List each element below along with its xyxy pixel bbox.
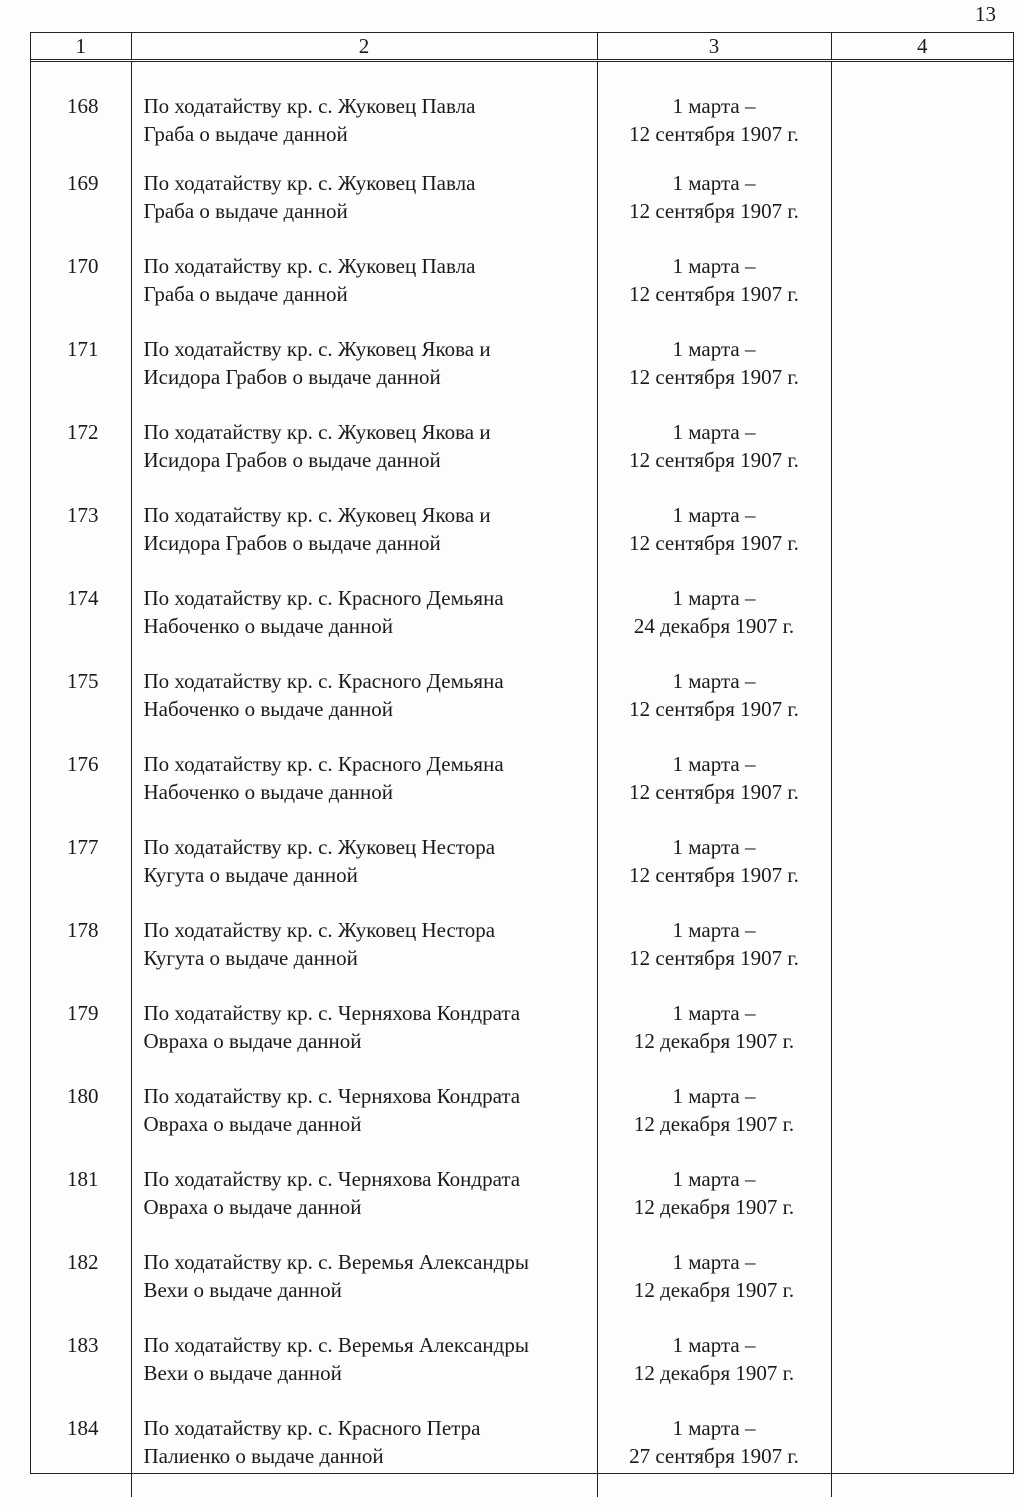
row-date-end: 12 сентября 1907 г. <box>629 945 799 970</box>
row-number-cell <box>31 501 131 584</box>
row-number: 178 <box>67 917 99 942</box>
row-date-end: 12 сентября 1907 г. <box>629 122 799 146</box>
table-row <box>31 1414 1013 1497</box>
row-title-line: Исидора Грабов о выдаче данной <box>143 364 441 389</box>
row-title-line: По ходатайству кр. с. Черняхова Кондрата <box>143 1166 521 1191</box>
row-date-end: 12 сентября 1907 г. <box>629 862 799 887</box>
row-dates-cell <box>597 61 831 169</box>
row-title-line: По ходатайству кр. с. Жуковец Павла <box>143 170 476 195</box>
row-date-start: 1 марта – <box>672 834 756 859</box>
row-number: 181 <box>67 1166 99 1191</box>
row-number: 176 <box>67 751 99 776</box>
row-title-line: По ходатайству кр. с. Веремья Александры <box>143 1332 529 1357</box>
row-note-cell <box>831 916 1013 999</box>
row-date-end: 12 сентября 1907 г. <box>629 696 799 721</box>
row-date-start: 1 марта – <box>672 1332 756 1357</box>
row-note-cell <box>831 584 1013 667</box>
row-number-cell <box>31 667 131 750</box>
row-dates-cell <box>597 1331 831 1414</box>
row-title-line: Кугута о выдаче данной <box>143 862 358 887</box>
row-title-line: Кугута о выдаче данной <box>143 945 358 970</box>
row-date-end: 12 декабря 1907 г. <box>633 1360 795 1385</box>
row-date-end: 27 сентября 1907 г. <box>629 1443 799 1468</box>
row-number-cell <box>31 1082 131 1165</box>
row-title-cell <box>131 1331 597 1414</box>
row-title-line: Набоченко о выдаче данной <box>143 613 393 638</box>
table-row <box>31 1248 1013 1331</box>
row-title-line: Овраха о выдаче данной <box>143 1194 362 1219</box>
row-title-line: По ходатайству кр. с. Жуковец Нестора <box>143 917 496 942</box>
row-title-line: По ходатайству кр. с. Красного Демьяна <box>143 585 504 610</box>
row-date-start: 1 марта – <box>672 253 756 278</box>
row-note-cell <box>831 833 1013 916</box>
row-number-cell <box>31 418 131 501</box>
table-row <box>31 1165 1013 1248</box>
row-date-start: 1 марта – <box>672 668 756 693</box>
row-title-line: По ходатайству кр. с. Черняхова Кондрата <box>143 1083 521 1108</box>
row-number-cell <box>31 1414 131 1497</box>
row-date-start: 1 марта – <box>672 94 756 118</box>
row-note-cell <box>831 501 1013 584</box>
table-row <box>31 833 1013 916</box>
row-number: 179 <box>67 1000 99 1025</box>
row-number-cell <box>31 1331 131 1414</box>
inventory-table <box>30 32 1014 1474</box>
table-row <box>31 1331 1013 1414</box>
row-date-end: 12 сентября 1907 г. <box>629 530 799 555</box>
row-title-line: Овраха о выдаче данной <box>143 1111 362 1136</box>
row-number: 173 <box>67 502 99 527</box>
row-title-line: По ходатайству кр. с. Красного Демьяна <box>143 668 504 693</box>
row-date-start: 1 марта – <box>672 917 756 942</box>
table-row <box>31 750 1013 833</box>
row-date-start: 1 марта – <box>672 502 756 527</box>
row-title-line: По ходатайству кр. с. Жуковец Нестора <box>143 834 496 859</box>
row-title-line: По ходатайству кр. с. Жуковец Якова и <box>143 336 491 361</box>
table-row <box>31 61 1013 169</box>
table-row <box>31 667 1013 750</box>
row-note-cell <box>831 1331 1013 1414</box>
header-col-title: 2 <box>131 33 597 61</box>
row-title-line: По ходатайству кр. с. Жуковец Якова и <box>143 419 491 444</box>
header-row <box>31 33 1013 61</box>
row-number-cell <box>31 252 131 335</box>
row-note-cell <box>831 418 1013 501</box>
row-date-end: 12 декабря 1907 г. <box>633 1028 795 1053</box>
row-number: 177 <box>67 834 99 859</box>
row-dates-cell <box>597 584 831 667</box>
row-number: 172 <box>67 419 99 444</box>
row-number-cell <box>31 750 131 833</box>
row-number-cell <box>31 169 131 252</box>
row-number: 168 <box>67 94 99 118</box>
header-col-number: 1 <box>31 33 131 61</box>
row-title-line: Палиенко о выдаче данной <box>143 1443 384 1468</box>
row-date-start: 1 марта – <box>672 1249 756 1274</box>
row-title-cell <box>131 1248 597 1331</box>
header-col-notes: 4 <box>831 33 1013 61</box>
row-number: 175 <box>67 668 99 693</box>
row-title-cell <box>131 501 597 584</box>
row-dates-cell <box>597 999 831 1082</box>
row-dates-cell <box>597 418 831 501</box>
row-dates-cell <box>597 501 831 584</box>
row-note-cell <box>831 61 1013 169</box>
row-title-line: Вехи о выдаче данной <box>143 1360 342 1385</box>
row-number: 169 <box>67 170 99 195</box>
row-date-end: 12 сентября 1907 г. <box>629 447 799 472</box>
table-row <box>31 999 1013 1082</box>
row-date-start: 1 марта – <box>672 585 756 610</box>
row-dates-cell <box>597 667 831 750</box>
row-date-start: 1 марта – <box>672 419 756 444</box>
row-dates-cell <box>597 1414 831 1497</box>
table-row <box>31 252 1013 335</box>
row-title-cell <box>131 584 597 667</box>
row-number-cell <box>31 335 131 418</box>
row-title-cell <box>131 1414 597 1497</box>
row-number: 182 <box>67 1249 99 1274</box>
row-title-line: По ходатайству кр. с. Красного Демьяна <box>143 751 504 776</box>
row-note-cell <box>831 667 1013 750</box>
row-dates-cell <box>597 252 831 335</box>
row-title-line: Набоченко о выдаче данной <box>143 696 393 721</box>
row-title-line: Граба о выдаче данной <box>143 281 348 306</box>
row-dates-cell <box>597 833 831 916</box>
row-dates-cell <box>597 750 831 833</box>
row-date-start: 1 марта – <box>672 1000 756 1025</box>
row-title-cell <box>131 252 597 335</box>
page-number: 13 <box>975 2 996 26</box>
row-title-cell <box>131 169 597 252</box>
row-number-cell <box>31 1248 131 1331</box>
row-number-cell <box>31 61 131 169</box>
row-note-cell <box>831 252 1013 335</box>
table-row <box>31 418 1013 501</box>
row-date-end: 12 сентября 1907 г. <box>629 779 799 804</box>
row-date-end: 12 декабря 1907 г. <box>633 1111 795 1136</box>
row-date-end: 12 декабря 1907 г. <box>633 1194 795 1219</box>
row-number: 171 <box>67 336 99 361</box>
row-note-cell <box>831 169 1013 252</box>
row-title-cell <box>131 916 597 999</box>
header-col-dates: 3 <box>597 33 831 61</box>
row-title-line: По ходатайству кр. с. Красного Петра <box>143 1415 481 1440</box>
row-date-start: 1 марта – <box>672 1415 756 1440</box>
table-row <box>31 584 1013 667</box>
row-number-cell <box>31 916 131 999</box>
row-title-cell <box>131 667 597 750</box>
row-date-end: 12 сентября 1907 г. <box>629 364 799 389</box>
row-title-cell <box>131 418 597 501</box>
table-row <box>31 169 1013 252</box>
row-note-cell <box>831 750 1013 833</box>
row-title-line: Исидора Грабов о выдаче данной <box>143 530 441 555</box>
row-date-end: 12 декабря 1907 г. <box>633 1277 795 1302</box>
row-note-cell <box>831 1082 1013 1165</box>
row-number: 174 <box>67 585 99 610</box>
row-title-cell <box>131 1082 597 1165</box>
row-date-end: 12 сентября 1907 г. <box>629 281 799 306</box>
row-date-start: 1 марта – <box>672 336 756 361</box>
row-title-cell <box>131 61 597 169</box>
row-dates-cell <box>597 1165 831 1248</box>
row-dates-cell <box>597 916 831 999</box>
row-number: 183 <box>67 1332 99 1357</box>
row-title-cell <box>131 999 597 1082</box>
row-title-line: Овраха о выдаче данной <box>143 1028 362 1053</box>
row-title-line: По ходатайству кр. с. Жуковец Павла <box>143 253 476 278</box>
row-number-cell <box>31 584 131 667</box>
row-title-cell <box>131 335 597 418</box>
row-note-cell <box>831 999 1013 1082</box>
row-date-start: 1 марта – <box>672 1166 756 1191</box>
row-title-line: По ходатайству кр. с. Черняхова Кондрата <box>143 1000 521 1025</box>
table-row <box>31 335 1013 418</box>
row-title-line: Вехи о выдаче данной <box>143 1277 342 1302</box>
row-title-cell <box>131 833 597 916</box>
row-number-cell <box>31 1165 131 1248</box>
row-title-line: Граба о выдаче данной <box>143 122 348 146</box>
row-note-cell <box>831 1414 1013 1497</box>
row-date-start: 1 марта – <box>672 1083 756 1108</box>
row-date-end: 24 декабря 1907 г. <box>633 613 795 638</box>
table-row <box>31 1082 1013 1165</box>
row-dates-cell <box>597 1082 831 1165</box>
row-number: 170 <box>67 253 99 278</box>
row-title-line: По ходатайству кр. с. Веремья Александры <box>143 1249 529 1274</box>
row-title-cell <box>131 750 597 833</box>
row-date-start: 1 марта – <box>672 170 756 195</box>
row-note-cell <box>831 335 1013 418</box>
row-title-line: По ходатайству кр. с. Жуковец Якова и <box>143 502 491 527</box>
row-title-line: Набоченко о выдаче данной <box>143 779 393 804</box>
table-row <box>31 916 1013 999</box>
row-title-line: Исидора Грабов о выдаче данной <box>143 447 441 472</box>
row-number-cell <box>31 999 131 1082</box>
row-note-cell <box>831 1165 1013 1248</box>
row-date-start: 1 марта – <box>672 751 756 776</box>
row-number-cell <box>31 833 131 916</box>
row-title-line: Граба о выдаче данной <box>143 198 348 223</box>
row-number: 180 <box>67 1083 99 1108</box>
row-dates-cell <box>597 1248 831 1331</box>
row-title-cell <box>131 1165 597 1248</box>
row-number: 184 <box>67 1415 99 1440</box>
row-note-cell <box>831 1248 1013 1331</box>
row-title-line: По ходатайству кр. с. Жуковец Павла <box>143 94 476 118</box>
row-dates-cell <box>597 335 831 418</box>
table-row <box>31 501 1013 584</box>
row-date-end: 12 сентября 1907 г. <box>629 198 799 223</box>
row-dates-cell <box>597 169 831 252</box>
